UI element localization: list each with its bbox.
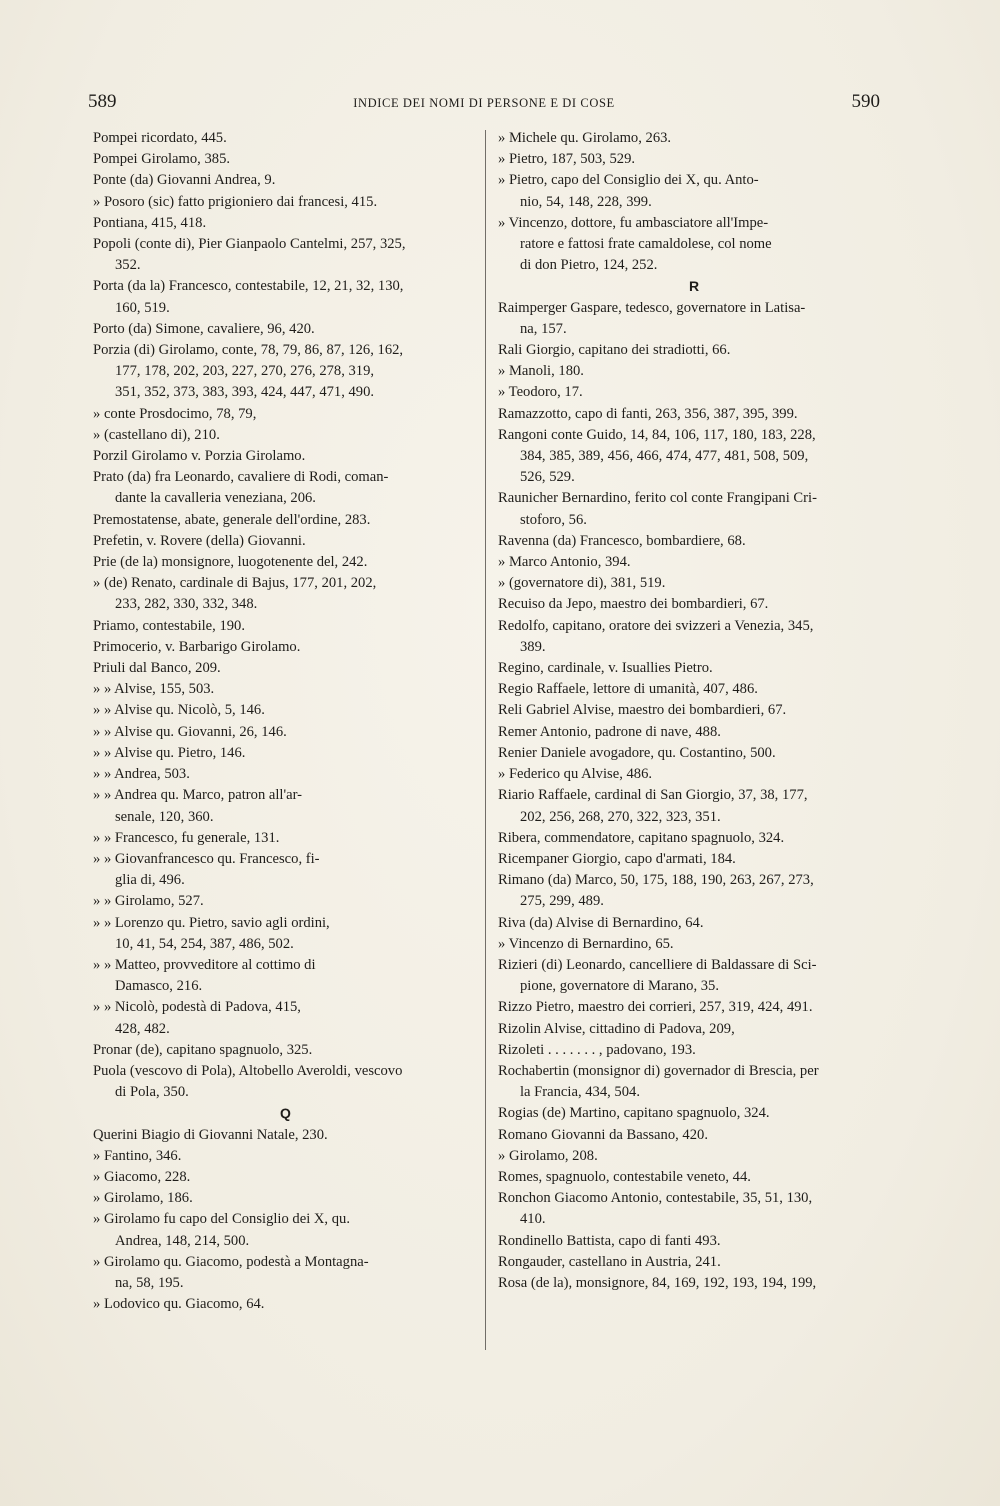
index-entry-line: » » Giovanfrancesco qu. Francesco, fi- xyxy=(93,850,320,867)
index-entry-line: Ravenna (da) Francesco, bombardiere, 68. xyxy=(498,532,746,549)
index-entry-line: » Pietro, capo del Consiglio dei X, qu. Anto- xyxy=(498,172,759,189)
index-entry xyxy=(498,1125,890,1146)
index-entry-line: » » Matteo, provveditore al cottimo di xyxy=(93,956,316,973)
index-entry xyxy=(93,700,478,721)
page-number-right: 590 xyxy=(851,91,880,112)
index-entry xyxy=(498,1019,890,1040)
index-entry xyxy=(498,1167,890,1188)
index-entry xyxy=(93,149,478,170)
index-entry-line: » Teodoro, 17. xyxy=(498,384,583,401)
index-entry xyxy=(93,425,478,446)
index-entry xyxy=(498,488,890,530)
index-entry xyxy=(93,467,478,509)
index-entry xyxy=(498,1103,890,1124)
index-entry-line: na, 58, 195. xyxy=(115,1274,184,1291)
index-entry xyxy=(498,1061,890,1103)
index-entry-line: Redolfo, capitano, oratore dei svizzeri a Venezia, 345, xyxy=(498,617,814,634)
index-entry-line: Pontiana, 415, 418. xyxy=(93,214,207,231)
index-entry-line: Puola (vescovo di Pola), Altobello Averoldi, vescovo xyxy=(93,1062,403,1079)
index-entry xyxy=(498,361,890,382)
index-entry-line: » Giacomo, 228. xyxy=(93,1168,191,1185)
index-entry-line: Raimperger Gaspare, tedesco, governatore in Latisa- xyxy=(498,299,806,316)
index-entry-line: Popoli (conte di), Pier Gianpaolo Cantelmi, 257, 325, xyxy=(93,236,406,253)
index-entry xyxy=(498,1273,890,1294)
index-entry xyxy=(498,382,890,403)
index-entry xyxy=(498,700,890,721)
index-entry xyxy=(498,1252,890,1273)
index-entry xyxy=(93,849,478,891)
index-entry xyxy=(93,573,478,615)
index-entry-line: » (castellano di), 210. xyxy=(93,426,220,443)
index-entry-line: » Girolamo fu capo del Consiglio dei X, qu. xyxy=(93,1211,350,1228)
index-entry xyxy=(498,573,890,594)
index-entry xyxy=(498,149,890,170)
index-entry-line: Regino, cardinale, v. Isuallies Pietro. xyxy=(498,660,713,677)
index-entry-line: Rosa (de la), monsignore, 84, 169, 192, 193, 194, 199, xyxy=(498,1274,817,1291)
index-entry xyxy=(498,743,890,764)
index-entry-line: senale, 120, 360. xyxy=(115,808,214,825)
index-entry-line: 384, 385, 389, 456, 466, 474, 477, 481, 508, 509, xyxy=(520,448,809,465)
index-entry xyxy=(93,997,478,1039)
index-entry xyxy=(498,658,890,679)
index-entry-line: » Pietro, 187, 503, 529. xyxy=(498,151,636,168)
index-entry-line: Ronchon Giacomo Antonio, contestabile, 35, 51, 130, xyxy=(498,1190,813,1207)
index-entry-line: Prato (da) fra Leonardo, cavaliere di Rodi, coman- xyxy=(93,469,389,486)
index-entry-line: Rizoleti . . . . . . . , padovano, 193. xyxy=(498,1041,696,1058)
index-entry xyxy=(498,531,890,552)
index-entry xyxy=(93,764,478,785)
index-entry-line: Damasco, 216. xyxy=(115,978,203,995)
index-entry xyxy=(93,1146,478,1167)
index-entry-line: Rizieri (di) Leonardo, cancelliere di Baldassare di Sci- xyxy=(498,956,817,973)
index-entry-line: di Pola, 350. xyxy=(115,1084,189,1101)
index-entry-line: Rimano (da) Marco, 50, 175, 188, 190, 263, 267, 273, xyxy=(498,872,814,889)
index-entry xyxy=(93,170,478,191)
index-entry-line: Rangoni conte Guido, 14, 84, 106, 117, 180, 183, 228, xyxy=(498,426,816,443)
index-entry xyxy=(498,849,890,870)
index-entry-line: » Vincenzo, dottore, fu ambasciatore all'Impe- xyxy=(498,214,769,231)
column-divider xyxy=(485,130,486,1350)
index-entry xyxy=(498,552,890,573)
index-entry xyxy=(93,531,478,552)
index-entry-line: pione, governatore di Marano, 35. xyxy=(520,978,719,995)
index-entry-line: Prefetin, v. Rovere (della) Giovanni. xyxy=(93,532,306,549)
index-entry xyxy=(498,934,890,955)
index-entry-line: Premostatense, abate, generale dell'ordine, 283. xyxy=(93,511,371,528)
index-entry xyxy=(93,1040,478,1061)
index-entry-line: Porta (da la) Francesco, contestabile, 12, 21, 32, 130, xyxy=(93,278,404,295)
index-entry-line: Pronar (de), capitano spagnuolo, 325. xyxy=(93,1041,313,1058)
index-entry-line: Priuli dal Banco, 209. xyxy=(93,660,221,677)
index-entry-line: » » Alvise, 155, 503. xyxy=(93,681,215,698)
index-entry-line: Rochabertin (monsignor di) governador di Brescia, per xyxy=(498,1062,819,1079)
index-entry xyxy=(93,616,478,637)
running-title: INDICE DEI NOMI DI PERSONE E DI COSE xyxy=(353,96,615,110)
index-entry-line: Porzil Girolamo v. Porzia Girolamo. xyxy=(93,448,306,465)
index-entry xyxy=(93,340,478,404)
index-entry xyxy=(498,997,890,1018)
index-entry xyxy=(498,340,890,361)
index-entry-line: Raunicher Bernardino, ferito col conte Frangipani Cri- xyxy=(498,490,817,507)
index-entry-line: » Girolamo, 186. xyxy=(93,1190,193,1207)
index-entry-line: Riva (da) Alvise di Bernardino, 64. xyxy=(498,914,704,931)
index-entry xyxy=(93,637,478,658)
index-entry xyxy=(498,213,890,277)
index-entry-line: » » Andrea, 503. xyxy=(93,766,190,783)
index-entry xyxy=(93,1167,478,1188)
index-entry xyxy=(93,552,478,573)
index-entry-line: Porzia (di) Girolamo, conte, 78, 79, 86, 87, 126, 162, xyxy=(93,342,404,359)
page-header xyxy=(88,91,880,117)
index-entry-line: di don Pietro, 124, 252. xyxy=(520,257,658,274)
index-entry xyxy=(498,425,890,489)
index-entry-line: » Fantino, 346. xyxy=(93,1147,182,1164)
index-entry-line: la Francia, 434, 504. xyxy=(520,1084,640,1101)
index-entry-line: 275, 299, 489. xyxy=(520,893,604,910)
index-entry-line: 428, 482. xyxy=(115,1020,170,1037)
index-entry-line: Priamo, contestabile, 190. xyxy=(93,617,245,634)
index-entry xyxy=(93,913,478,955)
index-entry xyxy=(93,1294,478,1315)
index-entry-line: » » Alvise qu. Nicolò, 5, 146. xyxy=(93,702,265,719)
index-entry-line: ratore e fattosi frate camaldolese, col nome xyxy=(520,236,772,253)
index-entry-line: 202, 256, 268, 270, 322, 323, 351. xyxy=(520,808,721,825)
index-entry-line: » Marco Antonio, 394. xyxy=(498,554,631,571)
index-entry xyxy=(93,128,478,149)
index-entry-line: na, 157. xyxy=(520,320,567,337)
index-entry xyxy=(498,764,890,785)
index-entry xyxy=(498,828,890,849)
index-entry xyxy=(498,679,890,700)
index-entry xyxy=(498,298,890,340)
index-entry-line: Andrea, 148, 214, 500. xyxy=(115,1232,250,1249)
index-entry-line: » » Alvise qu. Giovanni, 26, 146. xyxy=(93,723,287,740)
index-entry-line: Riario Raffaele, cardinal di San Giorgio, 37, 38, 177, xyxy=(498,787,808,804)
index-entry xyxy=(498,1188,890,1230)
index-entry xyxy=(498,722,890,743)
index-entry-line: » Lodovico qu. Giacomo, 64. xyxy=(93,1296,265,1313)
index-entry xyxy=(498,170,890,212)
index-entry-line: Querini Biagio di Giovanni Natale, 230. xyxy=(93,1126,328,1143)
index-entry-line: Pompei Girolamo, 385. xyxy=(93,151,231,168)
index-entry-line: 233, 282, 330, 332, 348. xyxy=(115,596,258,613)
index-entry-line: 526, 529. xyxy=(520,469,575,486)
index-entry xyxy=(93,1125,478,1146)
index-entry xyxy=(498,1146,890,1167)
index-entry xyxy=(498,913,890,934)
index-entry-line: » » Nicolò, podestà di Padova, 415, xyxy=(93,999,301,1016)
index-entry xyxy=(93,785,478,827)
index-entry xyxy=(498,404,890,425)
index-entry-line: Ramazzotto, capo di fanti, 263, 356, 387, 395, 399. xyxy=(498,405,798,422)
index-entry-line: Rizzo Pietro, maestro dei corrieri, 257, 319, 424, 491. xyxy=(498,999,813,1016)
index-entry xyxy=(93,319,478,340)
index-entry xyxy=(498,594,890,615)
section-letter-heading: R xyxy=(688,278,700,295)
index-entry xyxy=(498,870,890,912)
index-entry-line: Renier Daniele avogadore, qu. Costantino, 500. xyxy=(498,744,776,761)
index-entry xyxy=(93,1252,478,1294)
index-entry-line: Rali Giorgio, capitano dei stradiotti, 66. xyxy=(498,342,731,359)
page-number-left: 589 xyxy=(88,91,117,112)
index-entry xyxy=(498,616,890,658)
section-letter-heading: Q xyxy=(280,1105,291,1122)
index-entry xyxy=(498,1231,890,1252)
index-entry xyxy=(93,743,478,764)
index-entry-line: Rongauder, castellano in Austria, 241. xyxy=(498,1253,721,1270)
index-entry xyxy=(93,404,478,425)
index-entry-line: » » Alvise qu. Pietro, 146. xyxy=(93,744,246,761)
index-entry xyxy=(93,213,478,234)
index-entry-line: glia di, 496. xyxy=(115,872,185,889)
index-entry-line: » » Girolamo, 527. xyxy=(93,893,204,910)
index-entry xyxy=(93,891,478,912)
index-entry-line: Porto (da) Simone, cavaliere, 96, 420. xyxy=(93,320,315,337)
index-entry xyxy=(93,1188,478,1209)
index-entry-line: » Posoro (sic) fatto prigioniero dai francesi, 415. xyxy=(93,193,378,210)
index-entry-line: Reli Gabriel Alvise, maestro dei bombardieri, 67. xyxy=(498,702,787,719)
index-entry-line: » (governatore di), 381, 519. xyxy=(498,575,666,592)
index-entry-line: Ponte (da) Giovanni Andrea, 9. xyxy=(93,172,276,189)
index-entry-line: stoforo, 56. xyxy=(520,511,587,528)
index-entry-line: » » Francesco, fu generale, 131. xyxy=(93,829,280,846)
index-entry xyxy=(93,446,478,467)
index-entry-line: 160, 519. xyxy=(115,299,170,316)
index-entry-line: 177, 178, 202, 203, 227, 270, 276, 278, 319, xyxy=(115,363,375,380)
index-entry-line: » conte Prosdocimo, 78, 79, xyxy=(93,405,257,422)
index-entry xyxy=(93,679,478,700)
index-entry xyxy=(93,658,478,679)
index-entry-line: Prie (de la) monsignore, luogotenente del, 242. xyxy=(93,554,368,571)
index-entry-line: Ribera, commendatore, capitano spagnuolo, 324. xyxy=(498,829,785,846)
index-entry xyxy=(93,955,478,997)
index-entry xyxy=(93,722,478,743)
index-entry xyxy=(93,510,478,531)
index-entry xyxy=(93,192,478,213)
right-column xyxy=(498,128,890,1294)
index-entry-line: » Manoli, 180. xyxy=(498,363,584,380)
index-entry-line: » » Lorenzo qu. Pietro, savio agli ordini, xyxy=(93,914,330,931)
index-entry xyxy=(93,1209,478,1251)
index-entry-line: » Federico qu Alvise, 486. xyxy=(498,766,653,783)
index-entry-line: Ricempaner Giorgio, capo d'armati, 184. xyxy=(498,850,736,867)
index-entry-line: » (de) Renato, cardinale di Bajus, 177, 201, 202, xyxy=(93,575,377,592)
index-entry-line: 351, 352, 373, 383, 393, 424, 447, 471, 490. xyxy=(115,384,375,401)
index-entry-line: » » Andrea qu. Marco, patron all'ar- xyxy=(93,787,303,804)
index-entry-line: » Vincenzo di Bernardino, 65. xyxy=(498,935,674,952)
left-column xyxy=(93,128,478,1315)
index-entry-line: Primocerio, v. Barbarigo Girolamo. xyxy=(93,638,301,655)
index-entry xyxy=(93,276,478,318)
index-entry xyxy=(93,828,478,849)
index-entry xyxy=(498,128,890,149)
index-entry xyxy=(498,785,890,827)
index-entry-line: Regio Raffaele, lettore di umanità, 407, 486. xyxy=(498,681,758,698)
index-entry-line: 352. xyxy=(115,257,141,274)
index-entry xyxy=(498,1040,890,1061)
index-entry-line: » Girolamo qu. Giacomo, podestà a Montagna- xyxy=(93,1253,369,1270)
index-entry-line: 389. xyxy=(520,638,546,655)
index-entry-line: Recuiso da Jepo, maestro dei bombardieri, 67. xyxy=(498,596,769,613)
index-entry-line: Pompei ricordato, 445. xyxy=(93,130,227,146)
index-entry-line: 410. xyxy=(520,1211,546,1228)
index-entry-line: 10, 41, 54, 254, 387, 486, 502. xyxy=(115,935,294,952)
index-entry-line: » Girolamo, 208. xyxy=(498,1147,598,1164)
index-entry xyxy=(93,1061,478,1103)
index-entry-line: Rondinello Battista, capo di fanti 493. xyxy=(498,1232,721,1249)
index-entry xyxy=(93,234,478,276)
index-entry-line: Rizolin Alvise, cittadino di Padova, 209, xyxy=(498,1020,735,1037)
index-entry-line: Romano Giovanni da Bassano, 420. xyxy=(498,1126,708,1143)
index-entry-line: nio, 54, 148, 228, 399. xyxy=(520,193,652,210)
index-entry-line: dante la cavalleria veneziana, 206. xyxy=(115,490,316,507)
index-entry xyxy=(498,955,890,997)
index-entry-line: Rogias (de) Martino, capitano spagnuolo, 324. xyxy=(498,1105,770,1122)
index-entry-line: Remer Antonio, padrone di nave, 488. xyxy=(498,723,721,740)
index-entry-line: » Michele qu. Girolamo, 263. xyxy=(498,130,672,146)
index-entry-line: Romes, spagnuolo, contestabile veneto, 44. xyxy=(498,1168,751,1185)
